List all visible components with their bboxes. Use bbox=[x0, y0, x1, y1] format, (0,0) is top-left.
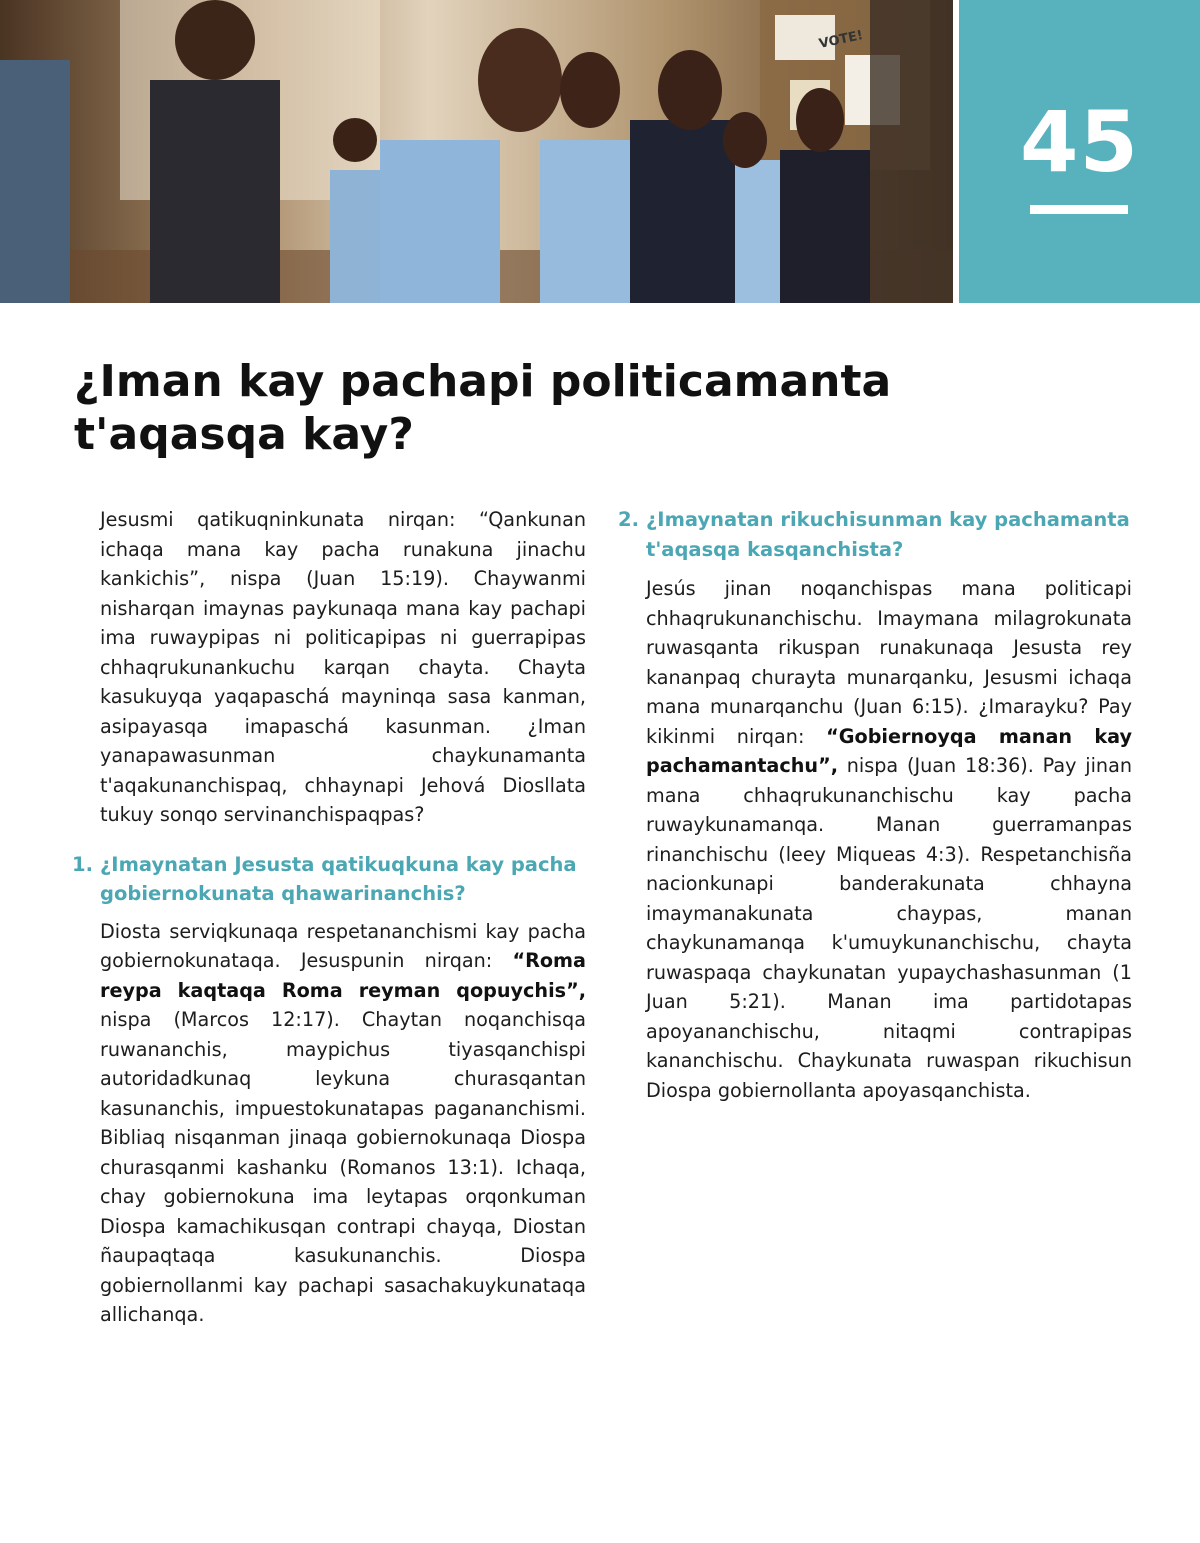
question-text-1: ¿Imaynatan Jesusta qatikuqkuna kay pacha gobiernokunata qhawarinanchis? bbox=[100, 852, 577, 905]
answer-2-text-b: nispa (Juan 18:36). Pay jinan mana chhaqrukunanchischu kay pacha ruwaykunamanqa. Manan guerramanpas rinanchischu (leey Miqueas 4:3). Respetanchisña nacionkunapi banderakunata chhayna imaymanakunata chaypas, manan chaykunamanqa k'umuykunanchischu, chayta ruwaspaqa chaykunatan yupaychashasunman (1 Juan 5:21). Manan ima partidotapas apoyananchischu, nitaqmi contrapipas kananchischu. Chaykunata ruwaspan rikuchisun Diospa gobiernollanta apoyasqanchista. bbox=[646, 754, 1132, 1102]
answer-1-text-a: Diosta serviqkunaqa respetananchismi kay pacha gobiernokunataqa. Jesuspunin nirqan: bbox=[100, 919, 586, 972]
answer-1-text-b: nispa (Marcos 12:17). Chaytan noqanchisqa ruwananchis, maypichus tiyasqanchispi autoridadkunaq leykuna churasqantan kasunanchis, impuestokunatapas pagananchismi. Bibliaq nisqanman jinaqa gobiernokunaqa Diospa churasqanmi kashanku (Romanos 13:1). Ichaqa, chay gobiernokuna ima leytapas orqonkuman Diospa kamachikusqan contrapi chayqa, Diostan ñaupaqtaqa kasukunanchis. Diospa gobiernollanmi kay pachapi sasachakuykunataqa allichanqa. bbox=[100, 1008, 586, 1326]
answer-2-quote: “Gobiernoyqa manan kay pachamantachu”, bbox=[646, 724, 1132, 777]
left-column bbox=[72, 505, 586, 1330]
right-column bbox=[618, 505, 1132, 1105]
question-heading-1 bbox=[72, 850, 586, 909]
question-number-1: 1. bbox=[72, 852, 93, 876]
hero-illustration bbox=[0, 0, 953, 303]
lesson-number: 45 bbox=[1020, 93, 1139, 191]
answer-paragraph-2 bbox=[646, 574, 1132, 1105]
intro-paragraph: Jesusmi qatikuqninkunata nirqan: “Qankunan ichaqa mana kay pacha runakuna jinachu kankichis”, nispa (Juan 15:19). Chaywanmi nisharqan imaynas paykunaqa mana kay pachapi ima ruwaypipas ni politicapipas ni guerrapipas chhaqrukunankuchu karqan chayta. Chayta kasukuyqa yaqapaschá mayninqa sasa kanman, asipayasqa imapaschá kasunman. ¿Iman yanapawasunman chaykunamanta t'aqakunanchispaq, chhaynapi Jehová Diosllata tukuy sonqo servinanchispaqpas? bbox=[100, 508, 586, 826]
badge-underline bbox=[1030, 205, 1128, 214]
question-number-2: 2. bbox=[618, 508, 639, 531]
hero-photo bbox=[0, 0, 953, 303]
page-title: ¿Iman kay pachapi politicamanta t'aqasqa kay? bbox=[74, 356, 892, 460]
question-heading-2 bbox=[618, 505, 1132, 564]
answer-1-quote: “Roma reypa kaqtaqa Roma reyman qopuychis”, bbox=[100, 949, 586, 1002]
vote-poster: VOTE! bbox=[817, 27, 865, 52]
lesson-number-badge bbox=[959, 0, 1200, 303]
question-text-2: ¿Imaynatan rikuchisunman kay pachamanta t'aqasqa kasqanchista? bbox=[646, 508, 1130, 561]
answer-paragraph-1 bbox=[100, 917, 586, 1330]
answer-2-text-a: Jesús jinan noqanchispas mana politicapi chhaqrukunanchischu. Imaymana milagrokunata ruwasqanta rikuspan runakunaqa Jesusta rey kananpaq churayta munarqanku, Jesusmi ichaqa mana munarqanchu (Juan 6:15). ¿Imarayku? Pay kikinmi nirqan: bbox=[646, 577, 1132, 748]
